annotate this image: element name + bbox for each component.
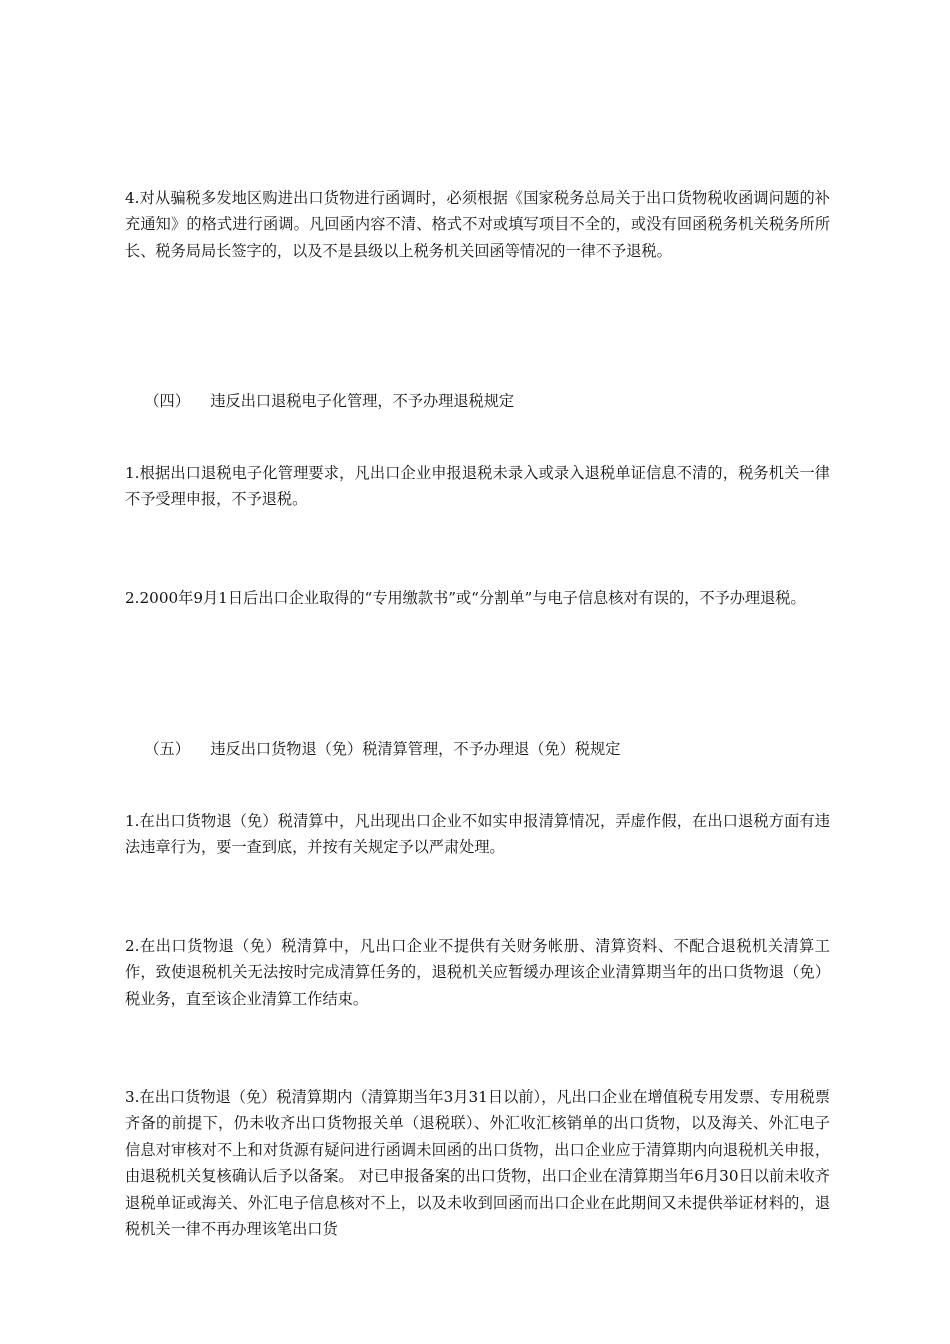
paragraph-item-s5-1: 1.在出口货物退（免）税清算中，凡出现出口企业不如实申报清算情况，弄虚作假，在出口退税方面有违法违章行为，要一查到底，并按有关规定予以严肃处理。	[125, 812, 830, 857]
section-title: 违反出口货物退（免）税清算管理，不予办理退（免）税规定	[210, 740, 621, 758]
paragraph-item-s5-2: 2.在出口货物退（免）税清算中，凡出口企业不提供有关财务帐册、清算资料、不配合退税机关清算工作，致使退税机关无法按时完成清算任务的，退税机关应暂缓办理该企业清算期当年的出口货物退（免）税业务，直至该企业清算工作结束。	[125, 937, 830, 1008]
section-number: （五）	[144, 740, 190, 758]
paragraph-item-s4-1: 1.根据出口退税电子化管理要求，凡出口企业申报退税未录入或录入退税单证信息不清的，税务机关一律不予受理申报，不予退税。	[125, 464, 830, 509]
paragraph-item-s4-2: 2.2000年9月1日后出口企业取得的“专用缴款书”或“分割单”与电子信息核对有误的，不予办理退税。	[125, 589, 806, 607]
paragraph-item-4: 4.对从骗税多发地区购进出口货物进行函调时，必须根据《国家税务总局关于出口货物税收函调问题的补充通知》的格式进行函调。凡回函内容不清、格式不对或填写项目不全的，或没有回函税务机关税务所所长、税务局局长签字的，以及不是县级以上税务机关回函等情况的一律不予退税。	[125, 189, 830, 260]
section-heading-4	[125, 362, 514, 440]
paragraph-item-s5-3: 3.在出口货物退（免）税清算期内（清算期当年3月31日以前），凡出口企业在增值税专用发票、专用税票齐备的前提下，仍未收齐出口货物报关单（退税联）、外汇收汇核销单的出口货物，以及海关、外汇电子信息对审核对不上和对货源有疑问进行函调未回函的出口货物，出口企业应于清算期内向退税机关申报，由退税机关复核确认后予以备案。 对已申报备案的出口货物，出口企业在清算期当年6月30日以前未收齐退税单证或海关、外汇电子信息核对不上，以及未收到回函而出口企业在此期间又未提供举证材料的，退税机关一律不再办理该笔出口货	[125, 1088, 830, 1239]
section-title: 违反出口退税电子化管理，不予办理退税规定	[210, 392, 515, 410]
section-heading-5	[125, 710, 620, 788]
section-number: （四）	[144, 392, 190, 410]
